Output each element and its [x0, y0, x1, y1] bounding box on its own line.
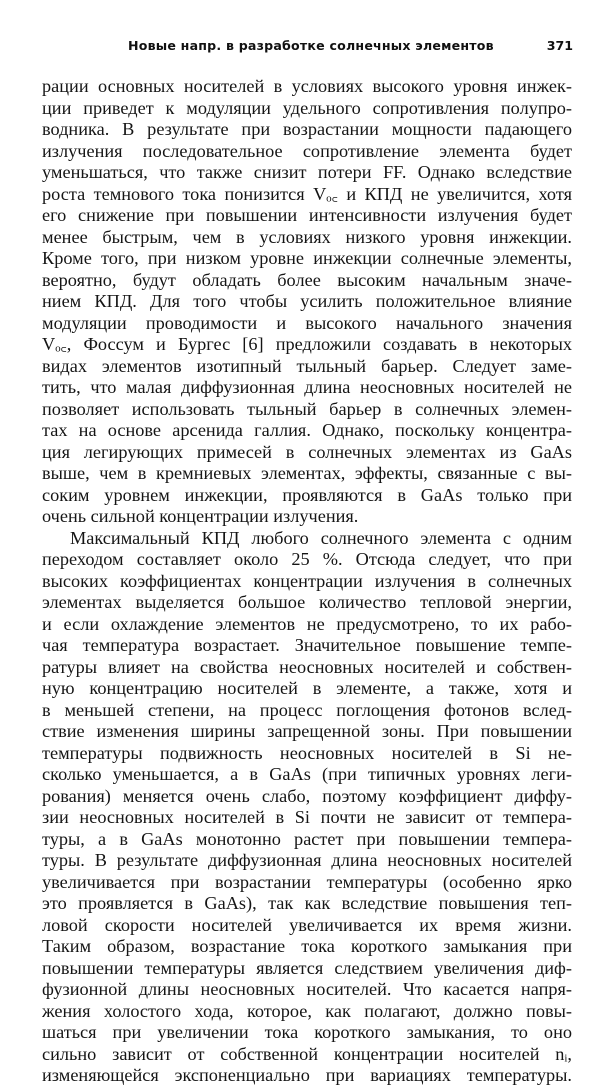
text-line: сколько уменьшается, а в GaAs (при типичных уровнях леги- — [42, 764, 572, 784]
text-line: модуляции проводимости и высокого начального значения — [42, 312, 572, 333]
text-line: в меньшей степени, на процесс поглощения фотонов вслед- — [42, 699, 572, 720]
paragraph-1 — [42, 76, 572, 528]
text-line: жения холостого хода, которое, как полагают, должно повы- — [42, 1000, 572, 1021]
text-line: тить, что малая диффузионная длина неосновных носителей не — [42, 377, 572, 397]
page-number: 371 — [546, 38, 573, 53]
text-line: его снижение при повышении интенсивности излучения будет — [42, 205, 572, 225]
text-line: ратуры влияет на свойства неосновных носителей и собствен- — [42, 656, 572, 677]
text-line: уменьшаться, что также снизит потери FF. Однако вследствие — [42, 162, 572, 182]
text-line: ловой скорости носителей увеличивается их время жизни. — [42, 914, 572, 935]
text-line: видах элементов изотипный тыльный барьер. Следует заме- — [42, 355, 572, 376]
running-head — [128, 38, 573, 62]
text-line: позволяет использовать тыльный барьер в солнечных элемен- — [42, 398, 572, 419]
text-line: выше, чем в кремниевых элементах, эффекты, связанные с вы- — [42, 463, 572, 483]
text-line: Кроме того, при низком уровне инжекции солнечные элементы, — [42, 248, 572, 268]
text-line: фузионной длины неосновных носителей. Что касается напря- — [42, 979, 572, 999]
text-line: рования) меняется очень слабо, поэтому коэффициент диффу- — [42, 785, 572, 806]
text-line: шаться при увеличении тока короткого замыкания, то оно — [42, 1022, 572, 1042]
text-line: увеличивается при возрастании температуры (особенно ярко — [42, 871, 572, 892]
text-line: ция легирующих примесей в солнечных элементах из GaAs — [42, 441, 572, 462]
text-line: тах на основе арсенида галлия. Однако, поскольку концентра- — [42, 420, 572, 440]
text-line: менее быстрым, чем в условиях низкого уровня инжекции. — [42, 226, 572, 247]
text-line: Vₒ꜀, Фоссум и Бургес [6] предложили создавать в некоторых — [42, 334, 572, 354]
text-line: Таким образом, возрастание тока короткого замыкания при — [42, 936, 572, 956]
text-line: туры. В результате диффузионная длина неосновных носителей — [42, 850, 572, 870]
text-line: высоких коэффициентах концентрации излучения в солнечных — [42, 570, 572, 591]
text-line: изменяющейся экспоненциально при вариациях температуры. — [42, 1065, 572, 1085]
text-line: ствие изменения ширины запрещенной зоны. При повышении — [42, 721, 572, 741]
text-line: излучения последовательное сопротивление элемента будет — [42, 140, 572, 161]
text-line: Максимальный КПД любого солнечного элемента с одним — [70, 527, 572, 548]
text-line: повышении температуры является следствием увеличения диф- — [42, 957, 572, 978]
text-line: и если охлаждение элементов не предусмотрено, то их рабо- — [42, 613, 572, 634]
text-line: роста темнового тока понизится Vₒ꜀ и КПД не увеличится, хотя — [42, 183, 572, 204]
text-line: сильно зависит от собственной концентрации носителей nᵢ, — [42, 1043, 572, 1064]
text-line: чая температура возрастает. Значительное повышение темпе- — [42, 635, 572, 655]
body-text — [42, 76, 572, 1087]
paragraph-2 — [42, 528, 572, 1087]
text-line: рации основных носителей в условиях высокого уровня инжек- — [42, 76, 572, 96]
text-line: зии неосновных носителей в Si почти не зависит от темпера- — [42, 807, 572, 827]
text-line: ции приведет к модуляции удельного сопротивления полупро- — [42, 97, 572, 118]
text-line: вероятно, будут обладать более высоким начальным значе- — [42, 269, 572, 290]
running-title: Новые напр. в разработке солнечных элементов — [128, 38, 494, 53]
text-line: очень сильной концентрации излучения. — [42, 506, 359, 526]
text-line: переходом составляет около 25 %. Отсюда следует, что при — [42, 549, 572, 569]
text-line: туры, а в GaAs монотонно растет при повышении темпера- — [42, 828, 572, 849]
text-line: температуры подвижность неосновных носителей в Si не- — [42, 742, 572, 763]
text-line: это проявляется в GaAs), так как вследствие повышения теп- — [42, 893, 572, 913]
text-line: ную концентрацию носителей в элементе, а также, хотя и — [42, 678, 572, 698]
text-line: элементах выделяется большое количество тепловой энергии, — [42, 592, 572, 612]
text-line: нием КПД. Для того чтобы усилить положительное влияние — [42, 291, 572, 311]
text-line: водника. В результате при возрастании мощности падающего — [42, 119, 572, 139]
text-line: соким уровнем инжекции, проявляются в GaAs только при — [42, 484, 572, 505]
